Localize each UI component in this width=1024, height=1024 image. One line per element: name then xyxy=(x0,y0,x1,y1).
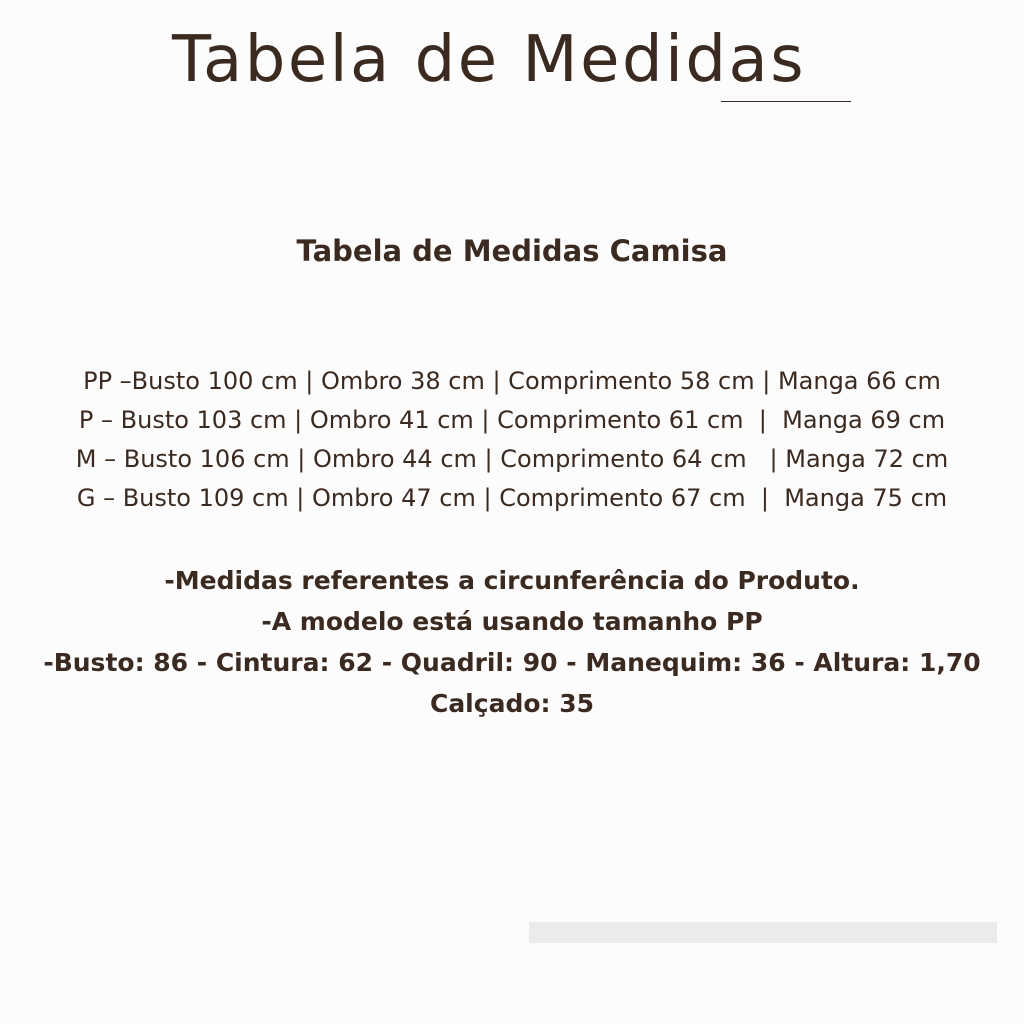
size-row-pp: PP –Busto 100 cm | Ombro 38 cm | Comprimento 58 cm | Manga 66 cm xyxy=(83,367,941,395)
note-model-measurements: -Busto: 86 - Cintura: 62 - Quadril: 90 - Manequim: 36 - Altura: 1,70 xyxy=(43,648,981,677)
size-measurements-list xyxy=(0,362,1024,518)
size-row-p: P – Busto 103 cm | Ombro 41 cm | Comprimento 61 cm | Manga 69 cm xyxy=(78,406,946,434)
note-circumference: -Medidas referentes a circunferência do Produto. xyxy=(164,566,860,595)
note-model-size: -A modelo está usando tamanho PP xyxy=(261,607,763,636)
bottom-strip xyxy=(529,922,997,943)
section-heading: Tabela de Medidas Camisa xyxy=(296,234,728,268)
title-underline xyxy=(721,101,851,102)
size-row-m: M – Busto 106 cm | Ombro 44 cm | Comprimento 64 cm | Manga 72 cm xyxy=(75,445,949,473)
notes-list xyxy=(0,560,1024,724)
page-title: Tabela de Medidas xyxy=(172,23,807,97)
note-shoe-size: Calçado: 35 xyxy=(429,689,595,718)
size-row-g: G – Busto 109 cm | Ombro 47 cm | Comprimento 67 cm | Manga 75 cm xyxy=(76,484,948,512)
